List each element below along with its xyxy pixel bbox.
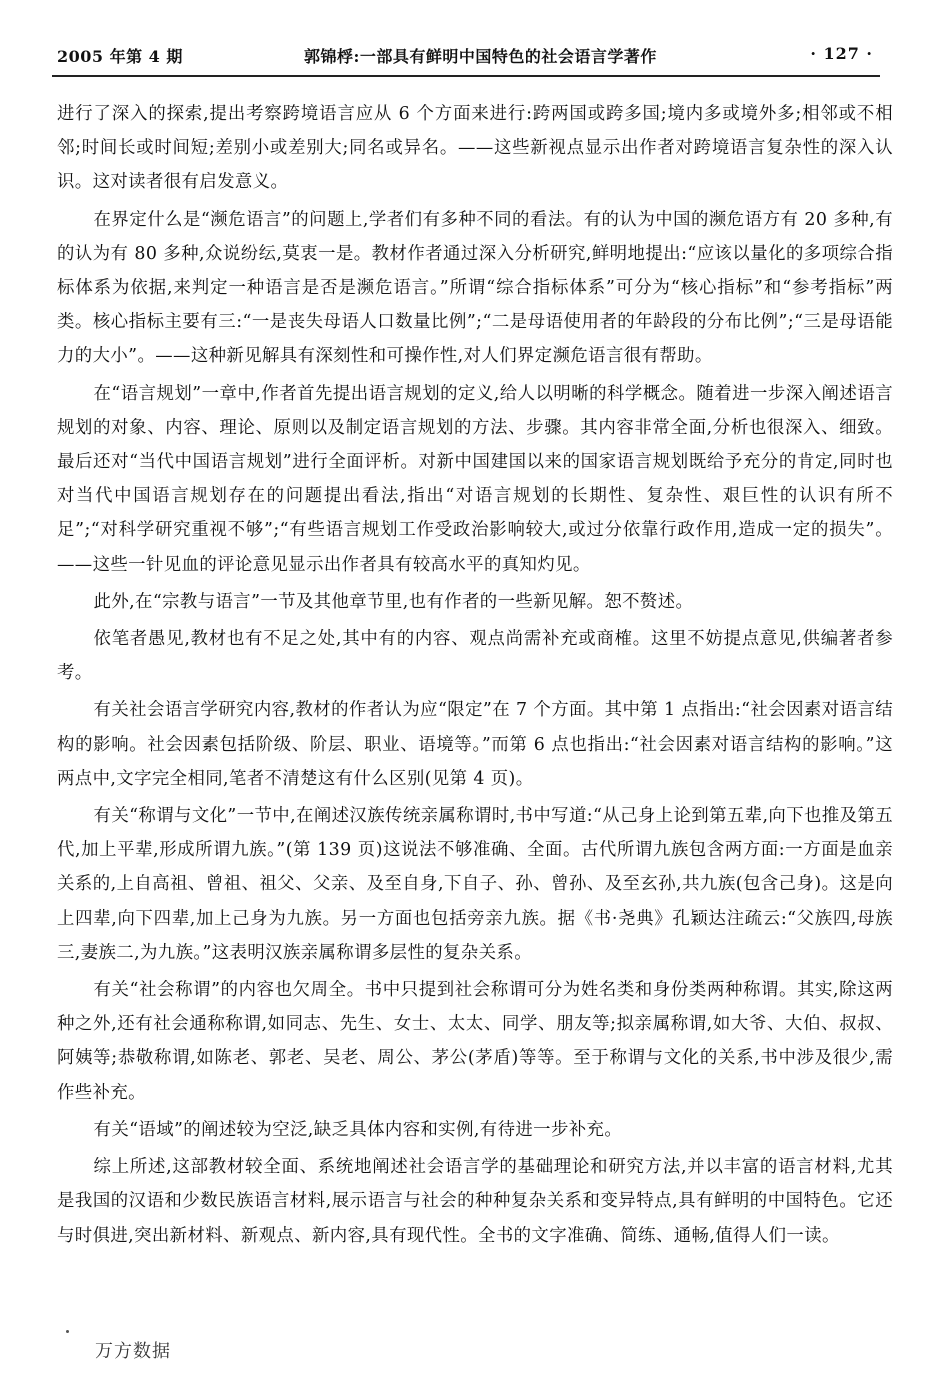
paragraph-conclusion: 综上所述,这部教材较全面、系统地阐述社会语言学的基础理论和研究方法,并以丰富的语言材料,尤其是我国的汉语和少数民族语言材料,展示语言与社会的种种复杂关系和变异特点,具有鲜明的中国特色。它还与时俱进,突出新材料、新观点、新内容,具有现代性。全书的文字准确、简练、通畅,值得人们一读。 xyxy=(57,1157,893,1246)
watermark: 万方数据 xyxy=(95,1341,171,1362)
paragraph-research-scope: 有关社会语言学研究内容,教材的作者认为应“限定”在 7 个方面。其中第 1 点指出:“社会因素对语言结构的影响。社会因素包括阶级、阶层、职业、语境等。”而第 6 点也指出:“社会因素对语言结构的影响。”这两点中,文字完全相同,笔者不清楚这有什么区别(见第 4 页)。 xyxy=(57,700,893,789)
paragraph-social-address-terms: 有关“社会称谓”的内容也欠周全。书中只提到社会称谓可分为姓名类和身份类两种称谓。其实,除这两种之外,还有社会通称称谓,如同志、先生、女士、太太、同学、朋友等;拟亲属称谓,如大爷、大伯、叔叔、阿姨等;恭敬称谓,如陈老、郭老、吴老、周公、茅公(茅盾)等等。至于称谓与文化的关系,书中涉及很少,需作些补充。 xyxy=(57,980,893,1103)
page-number: · 127 · xyxy=(810,44,873,63)
running-header xyxy=(57,36,877,76)
paragraph-kinship-terms: 有关“称谓与文化”一节中,在阐述汉族传统亲属称谓时,书中写道:“从己身上论到第五辈,向下也推及第五代,加上平辈,形成所谓九族。”(第 139 页)这说法不够准确、全面。古代所谓九族包含两方面:一方面是血亲关系的,上自高祖、曾祖、祖父、父亲、及至自身,下自子、孙、曾孙、及至玄孙,共九族(包含己身)。这是向上四辈,向下四辈,加上己身为九族。另一方面也包括旁亲九族。据《书·尧典》孔颖达注疏云:“父族四,母族三,妻族二,为九族。”这表明汉族亲属称谓多层性的复杂关系。 xyxy=(57,806,893,963)
running-title: 郭锦桴:一部具有鲜明中国特色的社会语言学著作 xyxy=(304,47,657,66)
paragraph-continuation: 进行了深入的探索,提出考察跨境语言应从 6 个方面来进行:跨两国或跨多国;境内多或境外多;相邻或不相邻;时间长或时间短;差别小或差别大;同名或异名。——这些新视点显示出作者对跨境语言复杂性的深入认识。这对读者很有启发意义。 xyxy=(57,104,893,193)
paragraph-language-planning: 在“语言规划”一章中,作者首先提出语言规划的定义,给人以明晰的科学概念。随着进一步深入阐述语言规划的对象、内容、理论、原则以及制定语言规划的方法、步骤。其内容非常全面,分析也很深入、细致。最后还对“当代中国语言规划”进行全面评析。对新中国建国以来的国家语言规划既给予充分的肯定,同时也对当代中国语言规划存在的问题提出看法,指出“对语言规划的长期性、复杂性、艰巨性的认识有所不足”;“对科学研究重视不够”;“有些语言规划工作受政治影响较大,或过分依靠行政作用,造成一定的损失”。——这些一针见血的评论意见显示出作者具有较高水平的真知灼见。 xyxy=(57,383,893,575)
scan-speck xyxy=(66,1330,69,1333)
paragraph-register: 有关“语域”的阐述较为空泛,缺乏具体内容和实例,有待进一步补充。 xyxy=(93,1119,623,1140)
paragraph-endangered-languages: 在界定什么是“濒危语言”的问题上,学者们有多种不同的看法。有的认为中国的濒危语方有 20 多种,有的认为有 80 多种,众说纷纭,莫衷一是。教材作者通过深入分析研究,鲜明地提出:“应该以量化的多项综合指标体系为依据,来判定一种语言是否是濒危语言。”所谓“综合指标体系”可分为“核心指标”和“参考指标”两类。核心指标主要有三:“一是丧失母语人口数量比例”;“二是母语使用者的年龄段的分布比例”;“三是母语能力的大小”。——这种新见解具有深刻性和可操作性,对人们界定濒危语言很有帮助。 xyxy=(57,209,893,367)
journal-issue: 2005 年第 4 期 xyxy=(57,47,183,66)
header-rule xyxy=(52,75,880,77)
article-body xyxy=(57,97,893,1256)
paragraph-religion-and-language: 此外,在“宗教与语言”一节及其他章节里,也有作者的一些新见解。恕不赘述。 xyxy=(93,591,694,612)
paragraph-shortcomings-intro: 依笔者愚见,教材也有不足之处,其中有的内容、观点尚需补充或商榷。这里不妨提点意见,供编著者参考。 xyxy=(57,629,893,684)
